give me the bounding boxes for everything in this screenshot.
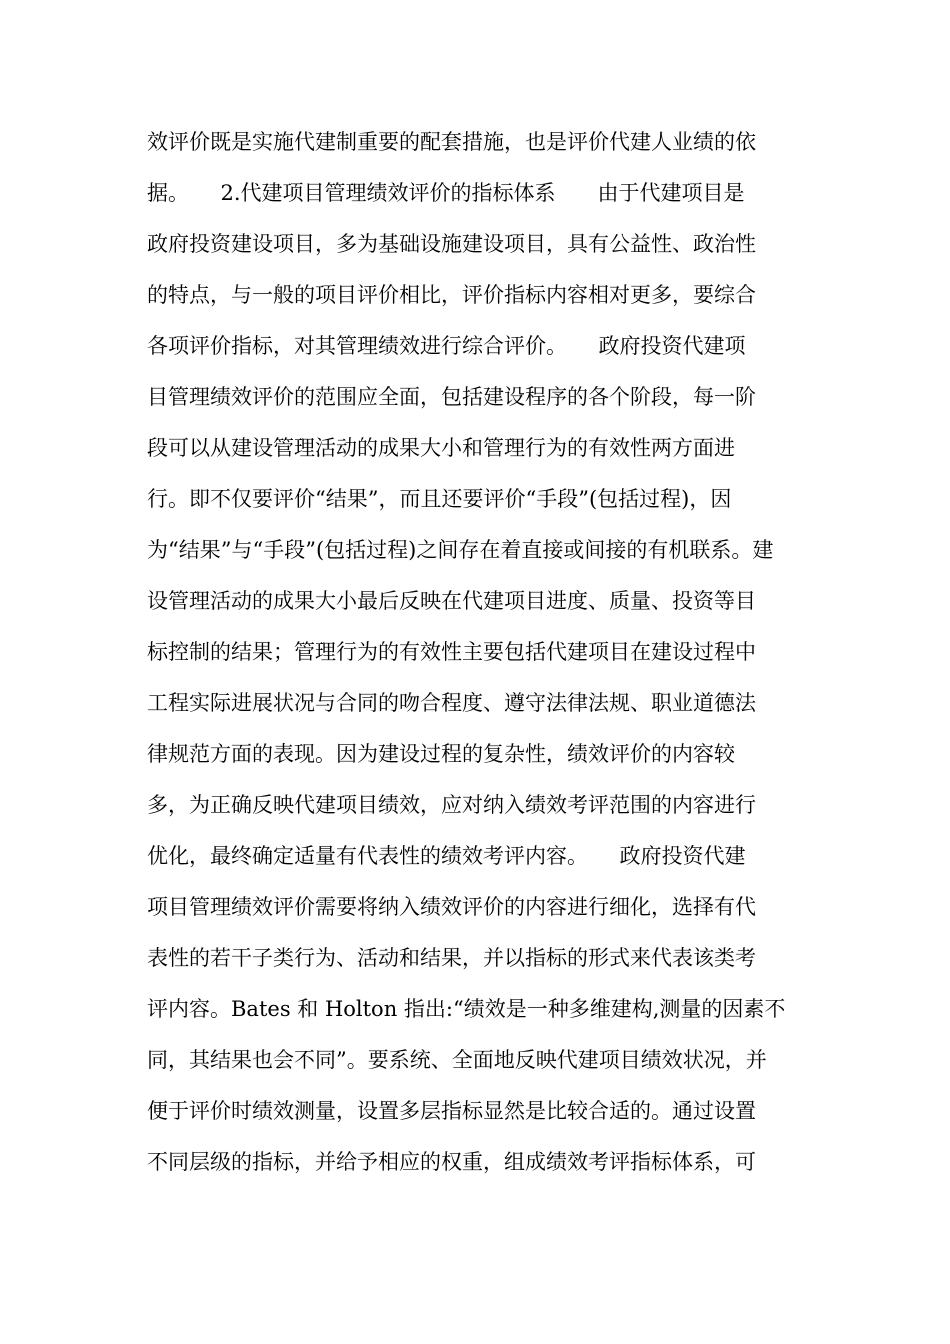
text-line: 据。 2.代建项目管理绩效评价的指标体系 由于代建项目是 — [147, 181, 745, 205]
text-line: 同，其结果也会不同”。要系统、全面地反映代建项目绩效状况，并 — [147, 1048, 767, 1072]
text-line: 设管理活动的成果大小最后反映在代建项目进度、质量、投资等目 — [147, 589, 756, 613]
text-line: 的特点，与一般的项目评价相比，评价指标内容相对更多，要综合 — [147, 283, 756, 307]
text-line: 效评价既是实施代建制重要的配套措施，也是评价代建人业绩的依 — [147, 130, 756, 154]
text-line: 便于评价时绩效测量，设置多层指标显然是比较合适的。通过设置 — [147, 1099, 756, 1123]
text-line: 各项评价指标，对其管理绩效进行综合评价。 政府投资代建项 — [147, 334, 746, 358]
text-line: 律规范方面的表现。因为建设过程的复杂性，绩效评价的内容较 — [147, 742, 735, 766]
text-line: 工程实际进展状况与合同的吻合程度、遵守法律法规、职业道德法 — [147, 691, 756, 715]
text-line: 评内容。Bates 和 Holton 指出:“绩效是一种多维建构,测量的因素不 — [147, 997, 786, 1021]
text-line: 目管理绩效评价的范围应全面，包括建设程序的各个阶段，每一阶 — [147, 385, 756, 409]
text-line: 政府投资建设项目，多为基础设施建设项目，具有公益性、政治性 — [147, 232, 756, 256]
text-line: 不同层级的指标，并给予相应的权重，组成绩效考评指标体系，可 — [147, 1150, 756, 1174]
text-line: 表性的若干子类行为、活动和结果，并以指标的形式来代表该类考 — [147, 946, 756, 970]
text-line: 多，为正确反映代建项目绩效，应对纳入绩效考评范围的内容进行 — [147, 793, 756, 817]
text-line: 优化，最终确定适量有代表性的绩效考评内容。 政府投资代建 — [147, 844, 746, 868]
text-line: 项目管理绩效评价需要将纳入绩效评价的内容进行细化，选择有代 — [147, 895, 756, 919]
text-line: 为“结果”与“手段”(包括过程)之间存在着直接或间接的有机联系。建 — [147, 538, 774, 562]
body-text — [147, 117, 807, 1188]
text-line: 段可以从建设管理活动的成果大小和管理行为的有效性两方面进 — [147, 436, 735, 460]
text-line: 标控制的结果；管理行为的有效性主要包括代建项目在建设过程中 — [147, 640, 756, 664]
text-line: 行。即不仅要评价“结果”，而且还要评价“手段”(包括过程)，因 — [147, 487, 732, 511]
